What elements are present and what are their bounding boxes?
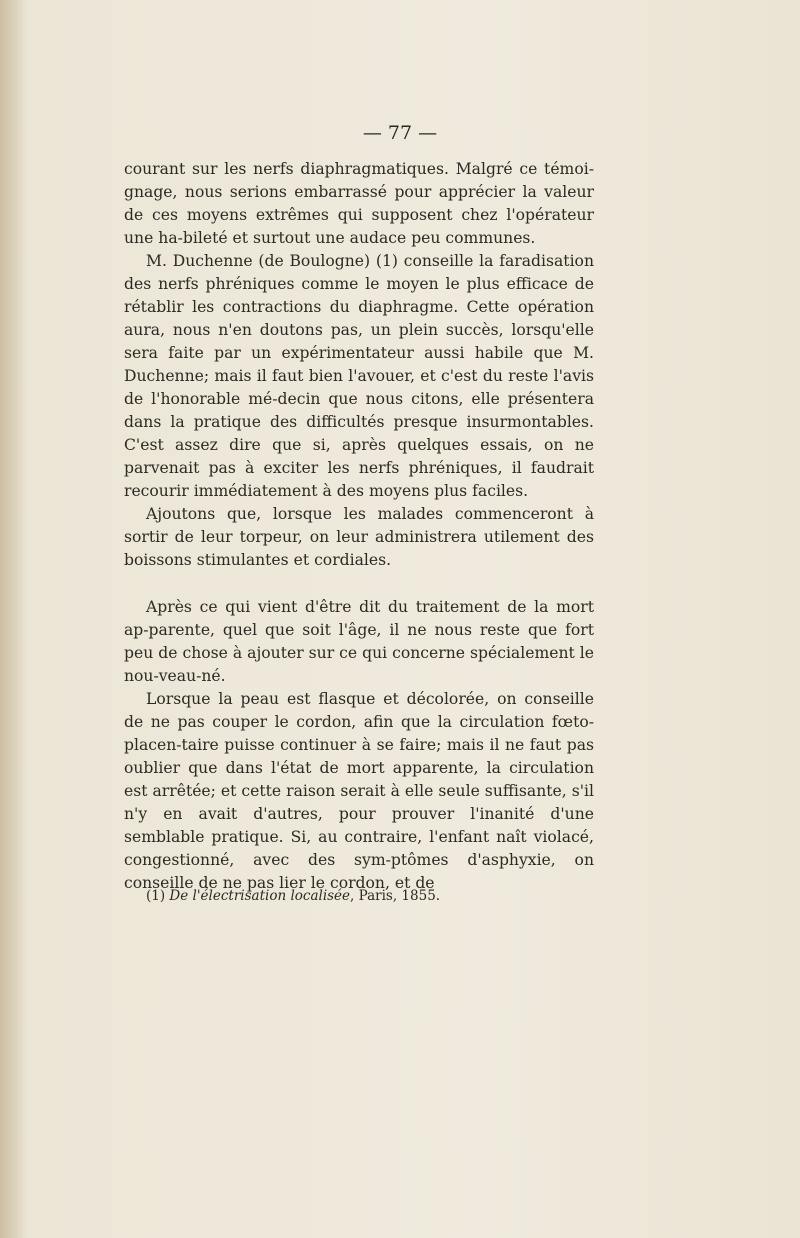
paragraph-continuation: courant sur les nerfs diaphragmatiques. Malgré ce témoi-gnage, nous serions embarrassé pour apprécier la valeur de ces moyens extrêmes qui supposent chez l'opérateur une ha-bileté et surtout une audace peu communes. — [124, 160, 594, 247]
footnote-rest: , Paris, 1855. — [350, 888, 441, 904]
body-text — [124, 158, 594, 895]
paragraph-ajoutons: Ajoutons que, lorsque les malades commenceront à sortir de leur torpeur, on leur administrera utilement des boissons stimulantes et cordiales. — [124, 505, 594, 569]
footnote-title: De l'électrisation localisée — [169, 888, 351, 904]
paragraph-nouveau-ne: Après ce qui vient d'être dit du traitement de la mort ap-parente, quel que soit l'âge, il ne nous reste que fort peu de chose à ajouter sur ce qui concerne spécialement le nou-veau-né. — [124, 598, 594, 685]
paragraph-duchenne: M. Duchenne (de Boulogne) (1) conseille la faradisation des nerfs phréniques comme le moyen le plus efficace de rétablir les contractions du diaphragme. Cette opération aura, nous n'en doutons pas, un plein succès, lorsqu'elle sera faite par un expérimentateur aussi habile que M. Duchenne; mais il faut bien l'avouer, et c'est du reste l'avis de l'honorable mé-decin que nous citons, elle présentera dans la pratique des difficultés presque insurmontables. C'est assez dire que si, après quelques essais, on ne parvenait pas à exciter les nerfs phréniques, il faudrait recourir immédiatement à des moyens plus faciles. — [124, 252, 594, 500]
page-edge-shadow — [0, 0, 26, 1238]
paragraph-cordon: Lorsque la peau est flasque et décolorée, on conseille de ne pas couper le cordon, afin que la circulation fœto-placen-taire puisse continuer à se faire; mais il ne faut pas oublier que dans l'état de mort apparente, la circulation est arrêtée; et cette raison serait à elle seule suffisante, s'il n'y en avait d'autres, pour prouver l'inanité d'une semblable pratique. Si, au contraire, l'enfant naît violacé, congestionné, avec des sym-ptômes d'asphyxie, on conseille de ne pas lier le cordon, et de — [124, 690, 594, 892]
page-number: — 77 — — [362, 122, 438, 144]
footnote — [146, 887, 606, 905]
footnote-marker: (1) — [146, 888, 166, 904]
